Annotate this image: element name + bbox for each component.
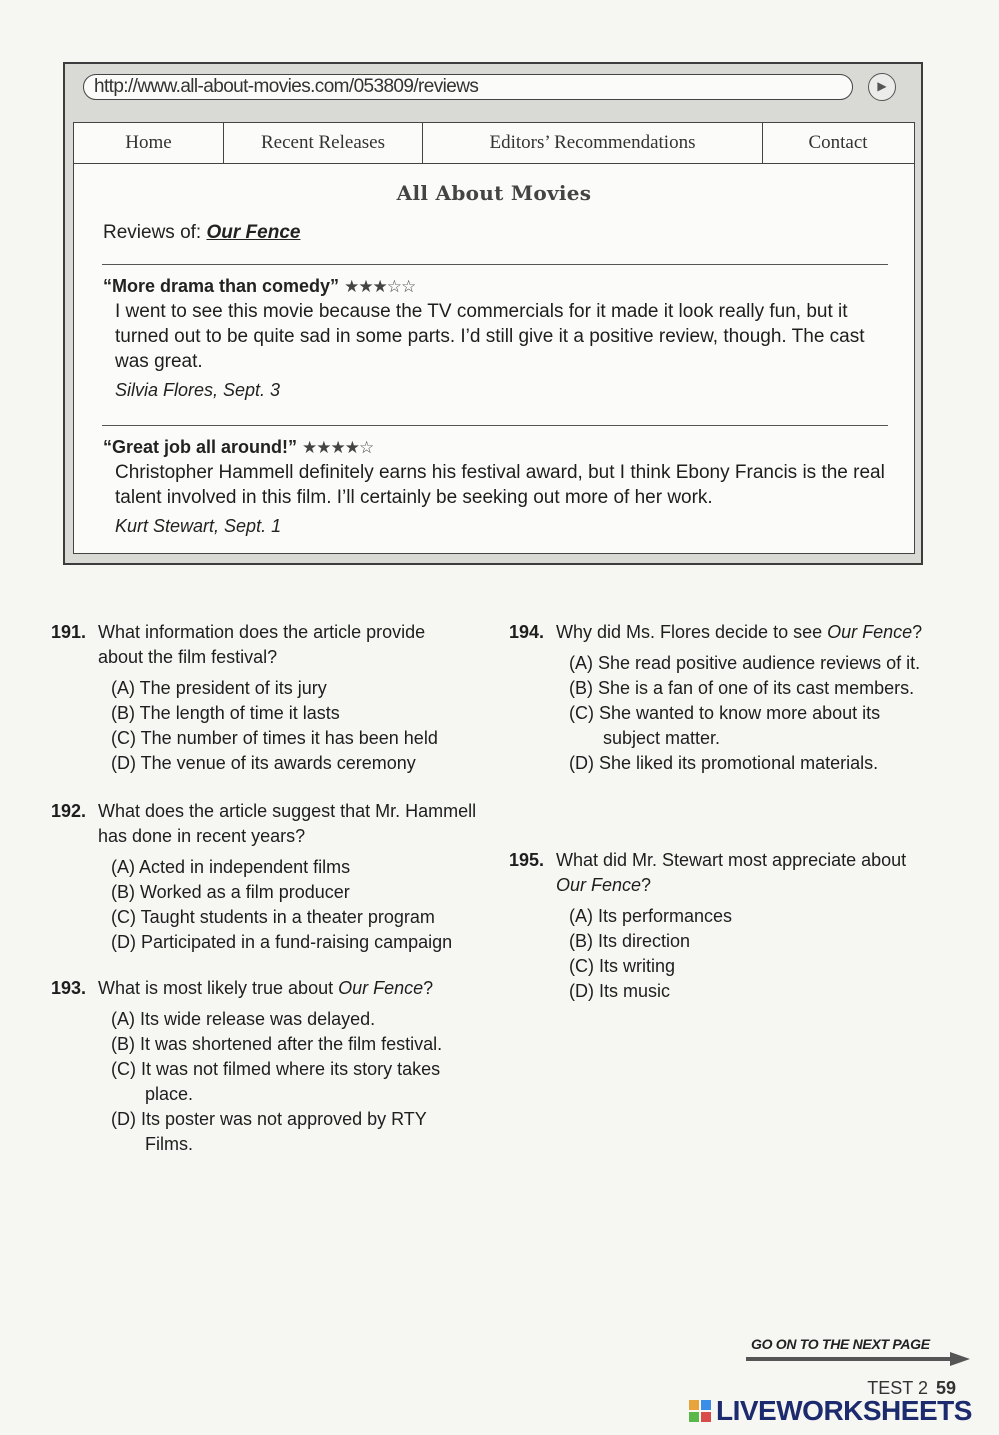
url-bar[interactable] <box>83 74 853 100</box>
review-item <box>103 437 893 537</box>
answer-option[interactable]: (A) Acted in independent films <box>111 857 351 877</box>
divider <box>102 425 888 426</box>
answer-option[interactable]: (B) The length of time it lasts <box>111 703 340 723</box>
question-191 <box>51 620 470 776</box>
answer-option[interactable]: (B) Worked as a film producer <box>111 882 350 902</box>
answer-option[interactable]: (C) Taught students in a theater program <box>111 907 435 927</box>
play-icon[interactable]: ▶ <box>868 73 896 101</box>
review-item <box>103 276 893 401</box>
question-number: 195. <box>509 850 545 870</box>
review-author: Kurt Stewart, Sept. 1 <box>115 516 282 536</box>
question-stem: Why did Ms. Flores decide to see Our Fence? <box>556 622 923 642</box>
go-on-label: GO ON TO THE NEXT PAGE <box>751 1336 930 1352</box>
answer-option[interactable]: (B) It was shortened after the film festival. <box>111 1034 443 1054</box>
question-194 <box>509 620 941 776</box>
answer-option[interactable]: (A) She read positive audience reviews of it. <box>569 653 921 673</box>
question-number: 194. <box>509 622 545 642</box>
question-number: 191. <box>51 622 87 642</box>
answer-option[interactable]: (D) Its poster was not approved by RTY Films. <box>111 1109 427 1154</box>
brand-text: LIVEWORKSHEETS <box>716 1395 972 1426</box>
review-author: Silvia Flores, Sept. 3 <box>115 380 281 400</box>
review-headline <box>103 437 893 458</box>
star-rating: ★★★★☆ <box>302 438 374 457</box>
liveworksheets-logo-icon <box>689 1400 711 1422</box>
answer-option[interactable]: (C) The number of times it has been held <box>111 728 438 748</box>
question-192 <box>51 799 478 955</box>
film-title-link[interactable]: Our Fence <box>206 222 301 243</box>
answer-option[interactable]: (D) Participated in a fund-raising campaign <box>111 932 453 952</box>
review-body: I went to see this movie because the TV commercials for it made it look really fun, but it turned out to be quite sad in some parts. I’d still give it a positive review, though. The cast was great. <box>115 301 865 372</box>
answer-option[interactable]: (B) Its direction <box>569 931 691 951</box>
answer-option[interactable]: (C) Its writing <box>569 956 676 976</box>
answer-option[interactable]: (D) Its music <box>569 981 670 1001</box>
site-title: All About Movies <box>396 181 592 205</box>
nav-home[interactable]: Home <box>74 123 224 163</box>
answer-option[interactable]: (B) She is a fan of one of its cast members. <box>569 678 915 698</box>
arrow-right-icon <box>746 1352 970 1366</box>
web-page <box>73 122 915 554</box>
question-195 <box>509 848 916 1004</box>
reviews-of-heading <box>103 222 300 244</box>
brand-logo <box>689 1396 972 1426</box>
answer-option[interactable]: (D) She liked its promotional materials. <box>569 753 879 773</box>
site-nav <box>74 123 914 164</box>
answer-option[interactable]: (C) It was not filmed where its story takes place. <box>111 1059 441 1104</box>
review-body: Christopher Hammell definitely earns his festival award, but I think Ebony Francis is the real talent involved in this film. I’ll certainly be seeking out more of her work. <box>115 462 885 508</box>
question-stem: What does the article suggest that Mr. Hammell has done in recent years? <box>98 801 477 846</box>
review-headline <box>103 276 893 297</box>
nav-recent-releases[interactable]: Recent Releases <box>224 123 423 163</box>
question-193 <box>51 976 470 1157</box>
reviews-of-label: Reviews of: <box>103 222 202 243</box>
answer-option[interactable]: (A) Its performances <box>569 906 733 926</box>
browser-window <box>63 62 923 565</box>
page-number: 59 <box>935 1378 956 1398</box>
nav-editors-recommendations[interactable]: Editors’ Recommendations <box>423 123 763 163</box>
nav-contact[interactable]: Contact <box>808 132 868 153</box>
review-headline-text: “Great job all around!” <box>103 437 298 457</box>
review-headline-text: “More drama than comedy” <box>103 276 340 296</box>
answer-option[interactable]: (A) Its wide release was delayed. <box>111 1009 376 1029</box>
answer-option[interactable]: (C) She wanted to know more about its subject matter. <box>569 703 881 748</box>
question-number: 192. <box>51 801 87 821</box>
answer-option[interactable]: (A) The president of its jury <box>111 678 327 698</box>
answer-option[interactable]: (D) The venue of its awards ceremony <box>111 753 416 773</box>
divider <box>102 264 888 265</box>
question-number: 193. <box>51 978 87 998</box>
question-stem: What information does the article provide about the film festival? <box>98 622 426 667</box>
url-text: http://www.all-about-movies.com/053809/reviews <box>94 76 479 97</box>
star-rating: ★★★☆☆ <box>344 277 416 296</box>
question-stem: What did Mr. Stewart most appreciate about Our Fence? <box>556 850 907 895</box>
question-stem: What is most likely true about Our Fence? <box>98 978 434 998</box>
test-label: TEST 2 <box>867 1378 928 1398</box>
